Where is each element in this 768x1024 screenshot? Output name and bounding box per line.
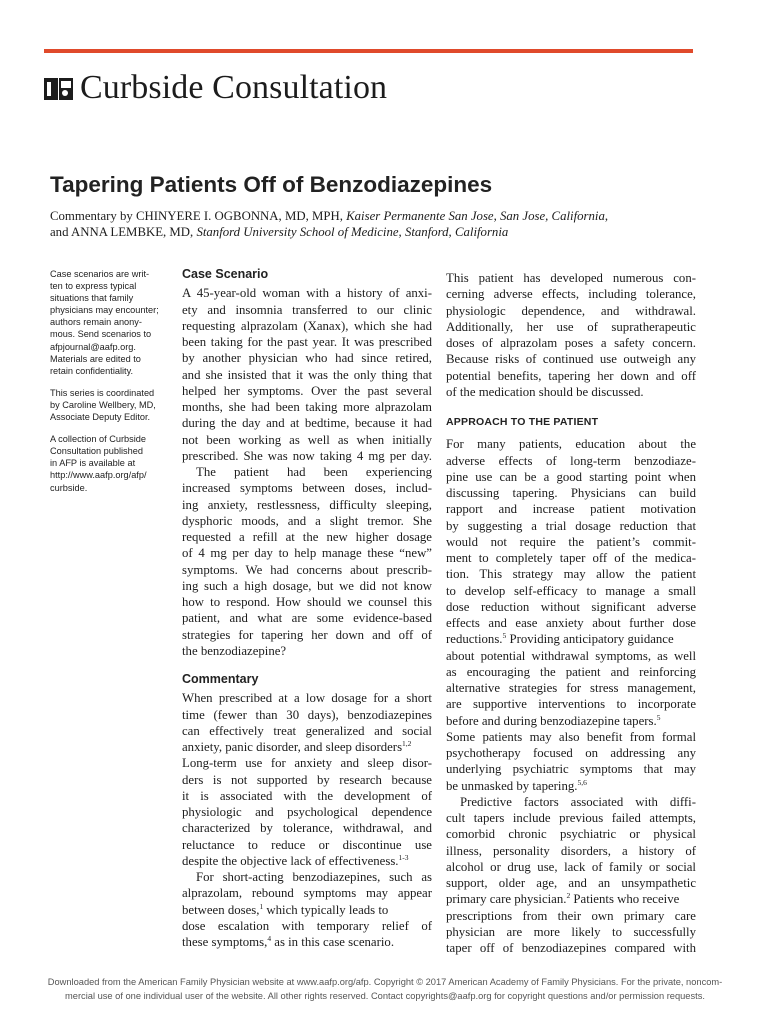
text-line: it is associated with the development of: [182, 788, 432, 803]
body-paragraph: [446, 436, 696, 794]
text-line: This series is coordinated: [50, 387, 155, 398]
copyright-footer: [40, 975, 730, 1003]
text-line: before and during benzodiazepine tapers.$^5$: [446, 712, 661, 728]
citation: 1,2: [402, 739, 412, 748]
text-line: tion. This strategy may allow the patient: [446, 567, 696, 582]
approach-heading: APPROACH TO THE PATIENT: [446, 416, 599, 428]
text-line: reluctance to reduce or discontinue use: [182, 837, 432, 852]
text-line: characterized by tolerance, withdrawal, and: [182, 821, 432, 836]
text-line: by another physician who had since retired,: [182, 351, 432, 366]
text-line: adverse effects of long-term benzodiaze-: [446, 453, 696, 468]
text-line: Some patients may also benefit from formal: [446, 729, 696, 744]
text-line: underlying psychiatric symptoms that may: [446, 762, 696, 777]
text-line: afpjournal@aafp.org.: [50, 341, 136, 352]
text-line: The patient had been experiencing: [196, 465, 432, 479]
text-line: mous. Send scenarios to: [50, 329, 152, 340]
text-line: would not require the patient’s commit-: [446, 534, 696, 549]
text-line: ten to express typical: [50, 281, 137, 292]
text-line: Because risks of continued use outweigh any: [446, 352, 696, 367]
text-line: about potential withdrawal symptoms, as well: [446, 648, 696, 663]
text-line: time (fewer than 30 days), benzodiazepines: [182, 707, 432, 722]
text-line: illness, personality disorders, a history of: [446, 843, 696, 858]
text-line: not been working as well as when initially: [182, 432, 432, 447]
text-line: physicians may encounter;: [50, 305, 159, 316]
text-line: by Caroline Wellbery, MD,: [50, 399, 156, 410]
text-line: curbside.: [50, 482, 88, 493]
citation: 4: [267, 934, 272, 943]
text-line: A collection of Curbside: [50, 434, 147, 445]
text-line: requesting alprazolam (Xanax), which she had: [182, 318, 432, 333]
text-line: be unmasked by tapering.$^{5,6}$: [446, 777, 587, 793]
text-line: of 4 mg per day to help manage these “new”: [182, 546, 432, 561]
text-line: are supportive interventions to incorporate: [446, 697, 696, 712]
text-line: Additionally, her use of supratherapeutic: [446, 319, 696, 334]
byline-line: Commentary by CHINYERE I. OGBONNA, MD, MPH, Kaiser Permanente San Jose, San Jose, California,: [50, 209, 609, 223]
text-line: symptoms. We had concerns about prescrib-: [182, 562, 432, 577]
text-line: can effectively treat generalized and social: [182, 723, 432, 738]
text-line: For many patients, education about the: [446, 437, 696, 452]
text-line: Long-term use for anxiety and sleep disor-: [182, 756, 432, 771]
text-line: physician are more likely to successfully: [446, 924, 696, 939]
article-title: Tapering Patients Off of Benzodiazepines: [50, 172, 493, 197]
text-line: how to respond. How should we counsel this: [182, 595, 432, 609]
text-line: A 45-year-old woman with a history of anxi-: [182, 286, 432, 301]
text-line: support, older age, and an unsympathetic: [446, 876, 696, 890]
text-line: doses of alprazolam poses a safety concern.: [446, 336, 696, 350]
text-line: months, she had been taking more alprazolam: [182, 400, 432, 414]
text-line: cerning adverse effects, including tolerance,: [446, 287, 696, 302]
text-line: primary care physician.$^2$ Patients who receive: [446, 891, 680, 907]
text-line: anxiety, panic disorder, and sleep disorders$^{1,2}$: [182, 739, 412, 754]
text-line: despite the objective lack of effectiveness.$^{1-3}$: [182, 852, 409, 868]
commentary-heading: Commentary: [182, 672, 259, 686]
section-title: Curbside Consultation: [80, 69, 388, 106]
text-line: Associate Deputy Editor.: [50, 412, 151, 423]
text-line: the benzodiazepine?: [182, 643, 287, 658]
text-line: pine use can be a good starting point when: [446, 469, 696, 484]
text-line: physiologic and psychological dependence: [182, 805, 432, 819]
text-line: these symptoms,$^4$ as in this case scenario.: [182, 934, 395, 949]
commentary-paragraph: [182, 690, 432, 869]
text-line: ders is not supported by research because: [182, 772, 432, 787]
text-line: taper off of benzodiazepines compared with: [446, 941, 696, 955]
text-line: ing such a high dosage, but we did not know: [182, 578, 432, 593]
citation: 2: [566, 891, 571, 901]
text-line: been taking for the past year. It was prescribed: [182, 335, 432, 349]
citation: 5: [656, 712, 661, 722]
citation: 5,6: [577, 777, 587, 787]
byline-line: and ANNA LEMBKE, MD, Stanford University School of Medicine, Stanford, California: [50, 225, 509, 239]
text-line: as encouraging the patient and reinforcing: [446, 664, 696, 679]
sidebar-note-scenarios: [50, 268, 162, 377]
text-line: authors remain anony-: [50, 317, 142, 328]
text-line: cult tapers include previous failed attempts,: [446, 811, 696, 825]
text-line: Materials are edited to: [50, 353, 141, 364]
commentary-paragraph: [182, 869, 432, 950]
right-column: [446, 270, 696, 956]
text-line: ety and insomnia transferred to our clinic: [182, 302, 432, 317]
case-paragraph: [182, 464, 432, 659]
curbside-consultation-logo-icon: [44, 76, 74, 102]
text-line: by suggesting a trial dosage reduction that: [446, 518, 696, 533]
sidebar-note-coordinator: [50, 387, 162, 423]
text-line: of the medication should be discussed.: [446, 384, 644, 399]
text-line: and she insisted that it was the only thing that: [182, 367, 432, 382]
text-line: alternative strategies for stress management,: [446, 681, 696, 695]
text-line: reductions.$^5$ Providing anticipatory guidance: [446, 631, 674, 647]
sidebar-note-collection: [50, 433, 162, 493]
case-paragraph: [182, 285, 432, 464]
text-line: discussing tapering. Physicians can build: [446, 486, 696, 500]
text-line: during the day and at bedtime, because it had: [182, 416, 432, 431]
text-line: When prescribed at a low dosage for a short: [182, 691, 432, 706]
citation: 1: [259, 901, 264, 911]
body-paragraph: [446, 794, 696, 957]
text-line: dose reduction without significant adverse: [446, 599, 696, 614]
text-line: retain confidentiality.: [50, 365, 134, 376]
text-line: Downloaded from the American Family Physician website at www.aafp.org/afp. Copyright © 2017 American Academy of Family Physicians. For the private, noncom-: [47, 977, 723, 987]
text-line: potential benefits, tapering her down and off: [446, 368, 696, 383]
text-line: in AFP is available at: [50, 458, 136, 469]
top-rule: [44, 49, 693, 53]
text-line: Predictive factors associated with diffi-: [460, 794, 696, 809]
editorial-sidebar: [50, 268, 162, 504]
text-line: ment to completely taper off of the medica-: [446, 551, 696, 565]
text-line: alprazolam, rebound symptoms may appear: [182, 886, 432, 901]
text-line: dose escalation with temporary relief of: [182, 918, 432, 933]
text-line: For short-acting benzodiazepines, such as: [196, 870, 432, 884]
text-line: prescriptions from their own primary care: [446, 908, 696, 923]
text-line: mercial use of one individual user of the website. All other rights reserved. Contact copyrights@aafp.org for copyright questions and/or permission requests.: [65, 991, 705, 1001]
text-line: comorbid chronic psychiatric or physical: [446, 827, 696, 842]
text-line: effects and ease anxiety about further dose: [446, 616, 696, 630]
text-line: alcohol or drug use, lack of family or social: [446, 859, 696, 874]
citation: 5: [502, 631, 507, 641]
case-scenario-heading: Case Scenario: [182, 267, 269, 281]
text-line: to develop self-efficacy to manage a small: [446, 583, 696, 598]
text-line: ing anxiety, restlessness, difficulty sleeping,: [182, 497, 432, 512]
text-line: between doses,$^1$ which typically leads to: [182, 901, 389, 917]
text-line: This patient has developed numerous con-: [446, 271, 696, 285]
text-line: Consultation published: [50, 446, 143, 457]
citation: 1-3: [398, 852, 409, 862]
text-line: strategies for tapering her down and off of: [182, 627, 432, 642]
text-line: prescribed. She was now taking 4 mg per day.: [182, 448, 432, 463]
text-line: http://www.aafp.org/afp/: [50, 470, 147, 481]
byline: [50, 208, 690, 240]
text-line: rapport and increase patient motivation: [446, 502, 696, 517]
text-line: physiologic dependence, and withdrawal.: [446, 303, 696, 318]
middle-column: [182, 266, 432, 950]
text-line: dysphoric moods, and a slight tremor. She: [182, 513, 432, 528]
text-line: requested a refill at the new higher dosage: [182, 530, 432, 544]
text-line: helped her symptoms. Over the past several: [182, 383, 432, 398]
text-line: increased symptoms between doses, includ-: [182, 481, 432, 496]
text-line: psychotherapy focused on addressing any: [446, 746, 696, 760]
text-line: Case scenarios are writ-: [50, 269, 150, 279]
text-line: situations that family: [50, 293, 134, 304]
text-line: patient, and what are some evidence-based: [182, 611, 432, 626]
body-paragraph: [446, 270, 696, 400]
